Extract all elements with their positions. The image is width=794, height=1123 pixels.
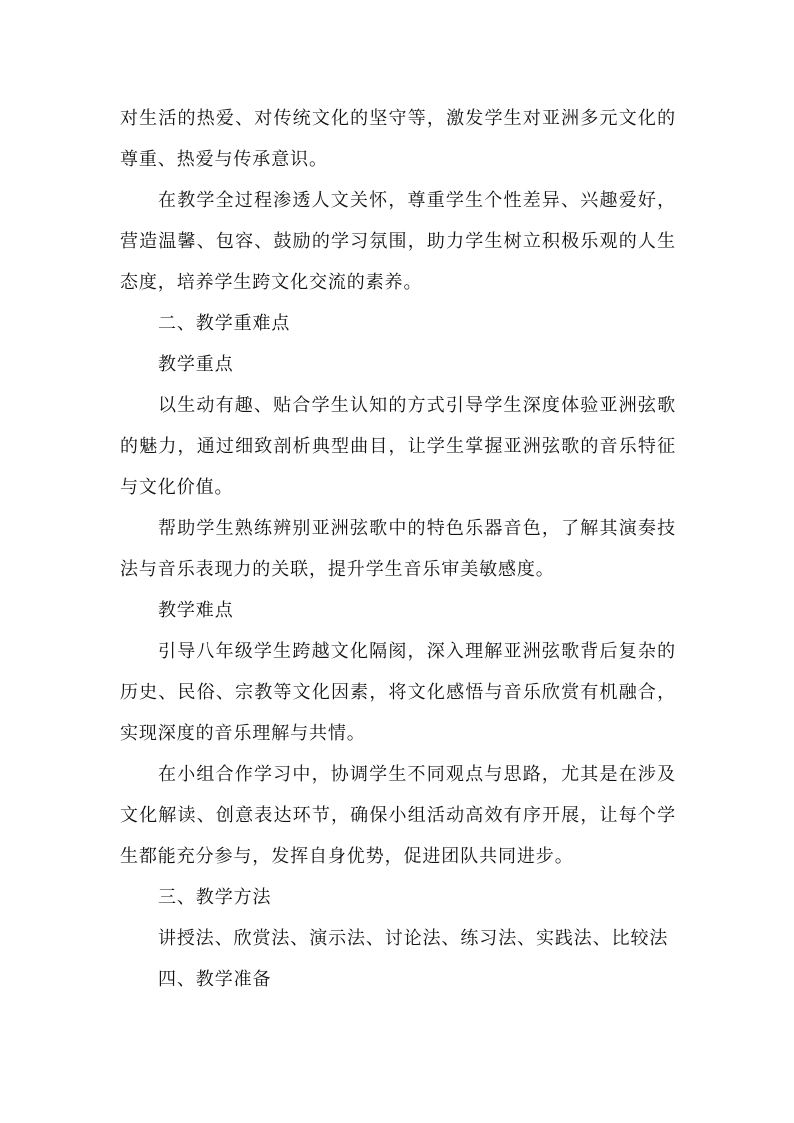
document-body <box>120 98 676 1000</box>
paragraph-methods-list: 讲授法、欣赏法、演示法、讨论法、练习法、实践法、比较法 <box>158 928 669 949</box>
section-heading-teaching-methods: 三、教学方法 <box>158 887 272 908</box>
paragraph-focus-2: 帮助学生熟练辨别亚洲弦歌中的特色乐器音色，了解其演奏技法与音乐表现力的关联，提升学生音乐审美敏感度。 <box>120 518 676 580</box>
paragraph-continuation: 对生活的热爱、对传统文化的坚守等，激发学生对亚洲多元文化的尊重、热爱与传承意识。 <box>120 108 676 170</box>
subheading-teaching-focus: 教学重点 <box>158 354 234 375</box>
section-heading-teaching-preparation: 四、教学准备 <box>158 969 272 990</box>
paragraph-focus-1: 以生动有趣、贴合学生认知的方式引导学生深度体验亚洲弦歌的魅力，通过细致剖析典型曲目，让学生掌握亚洲弦歌的音乐特征与文化价值。 <box>120 395 676 498</box>
section-heading-key-difficult-points: 二、教学重难点 <box>158 313 291 334</box>
paragraph-difficulty-1: 引导八年级学生跨越文化隔阂，深入理解亚洲弦歌背后复杂的历史、民俗、宗教等文化因素，将文化感悟与音乐欣赏有机融合，实现深度的音乐理解与共情。 <box>120 641 676 744</box>
paragraph-difficulty-2: 在小组合作学习中，协调学生不同观点与思路，尤其是在涉及文化解读、创意表达环节，确保小组活动高效有序开展，让每个学生都能充分参与，发挥自身优势，促进团队共同进步。 <box>120 764 676 867</box>
paragraph-humanistic-care: 在教学全过程渗透人文关怀，尊重学生个性差异、兴趣爱好，营造温馨、包容、鼓励的学习氛围，助力学生树立积极乐观的人生态度，培养学生跨文化交流的素养。 <box>120 190 676 293</box>
subheading-teaching-difficulty: 教学难点 <box>158 600 234 621</box>
